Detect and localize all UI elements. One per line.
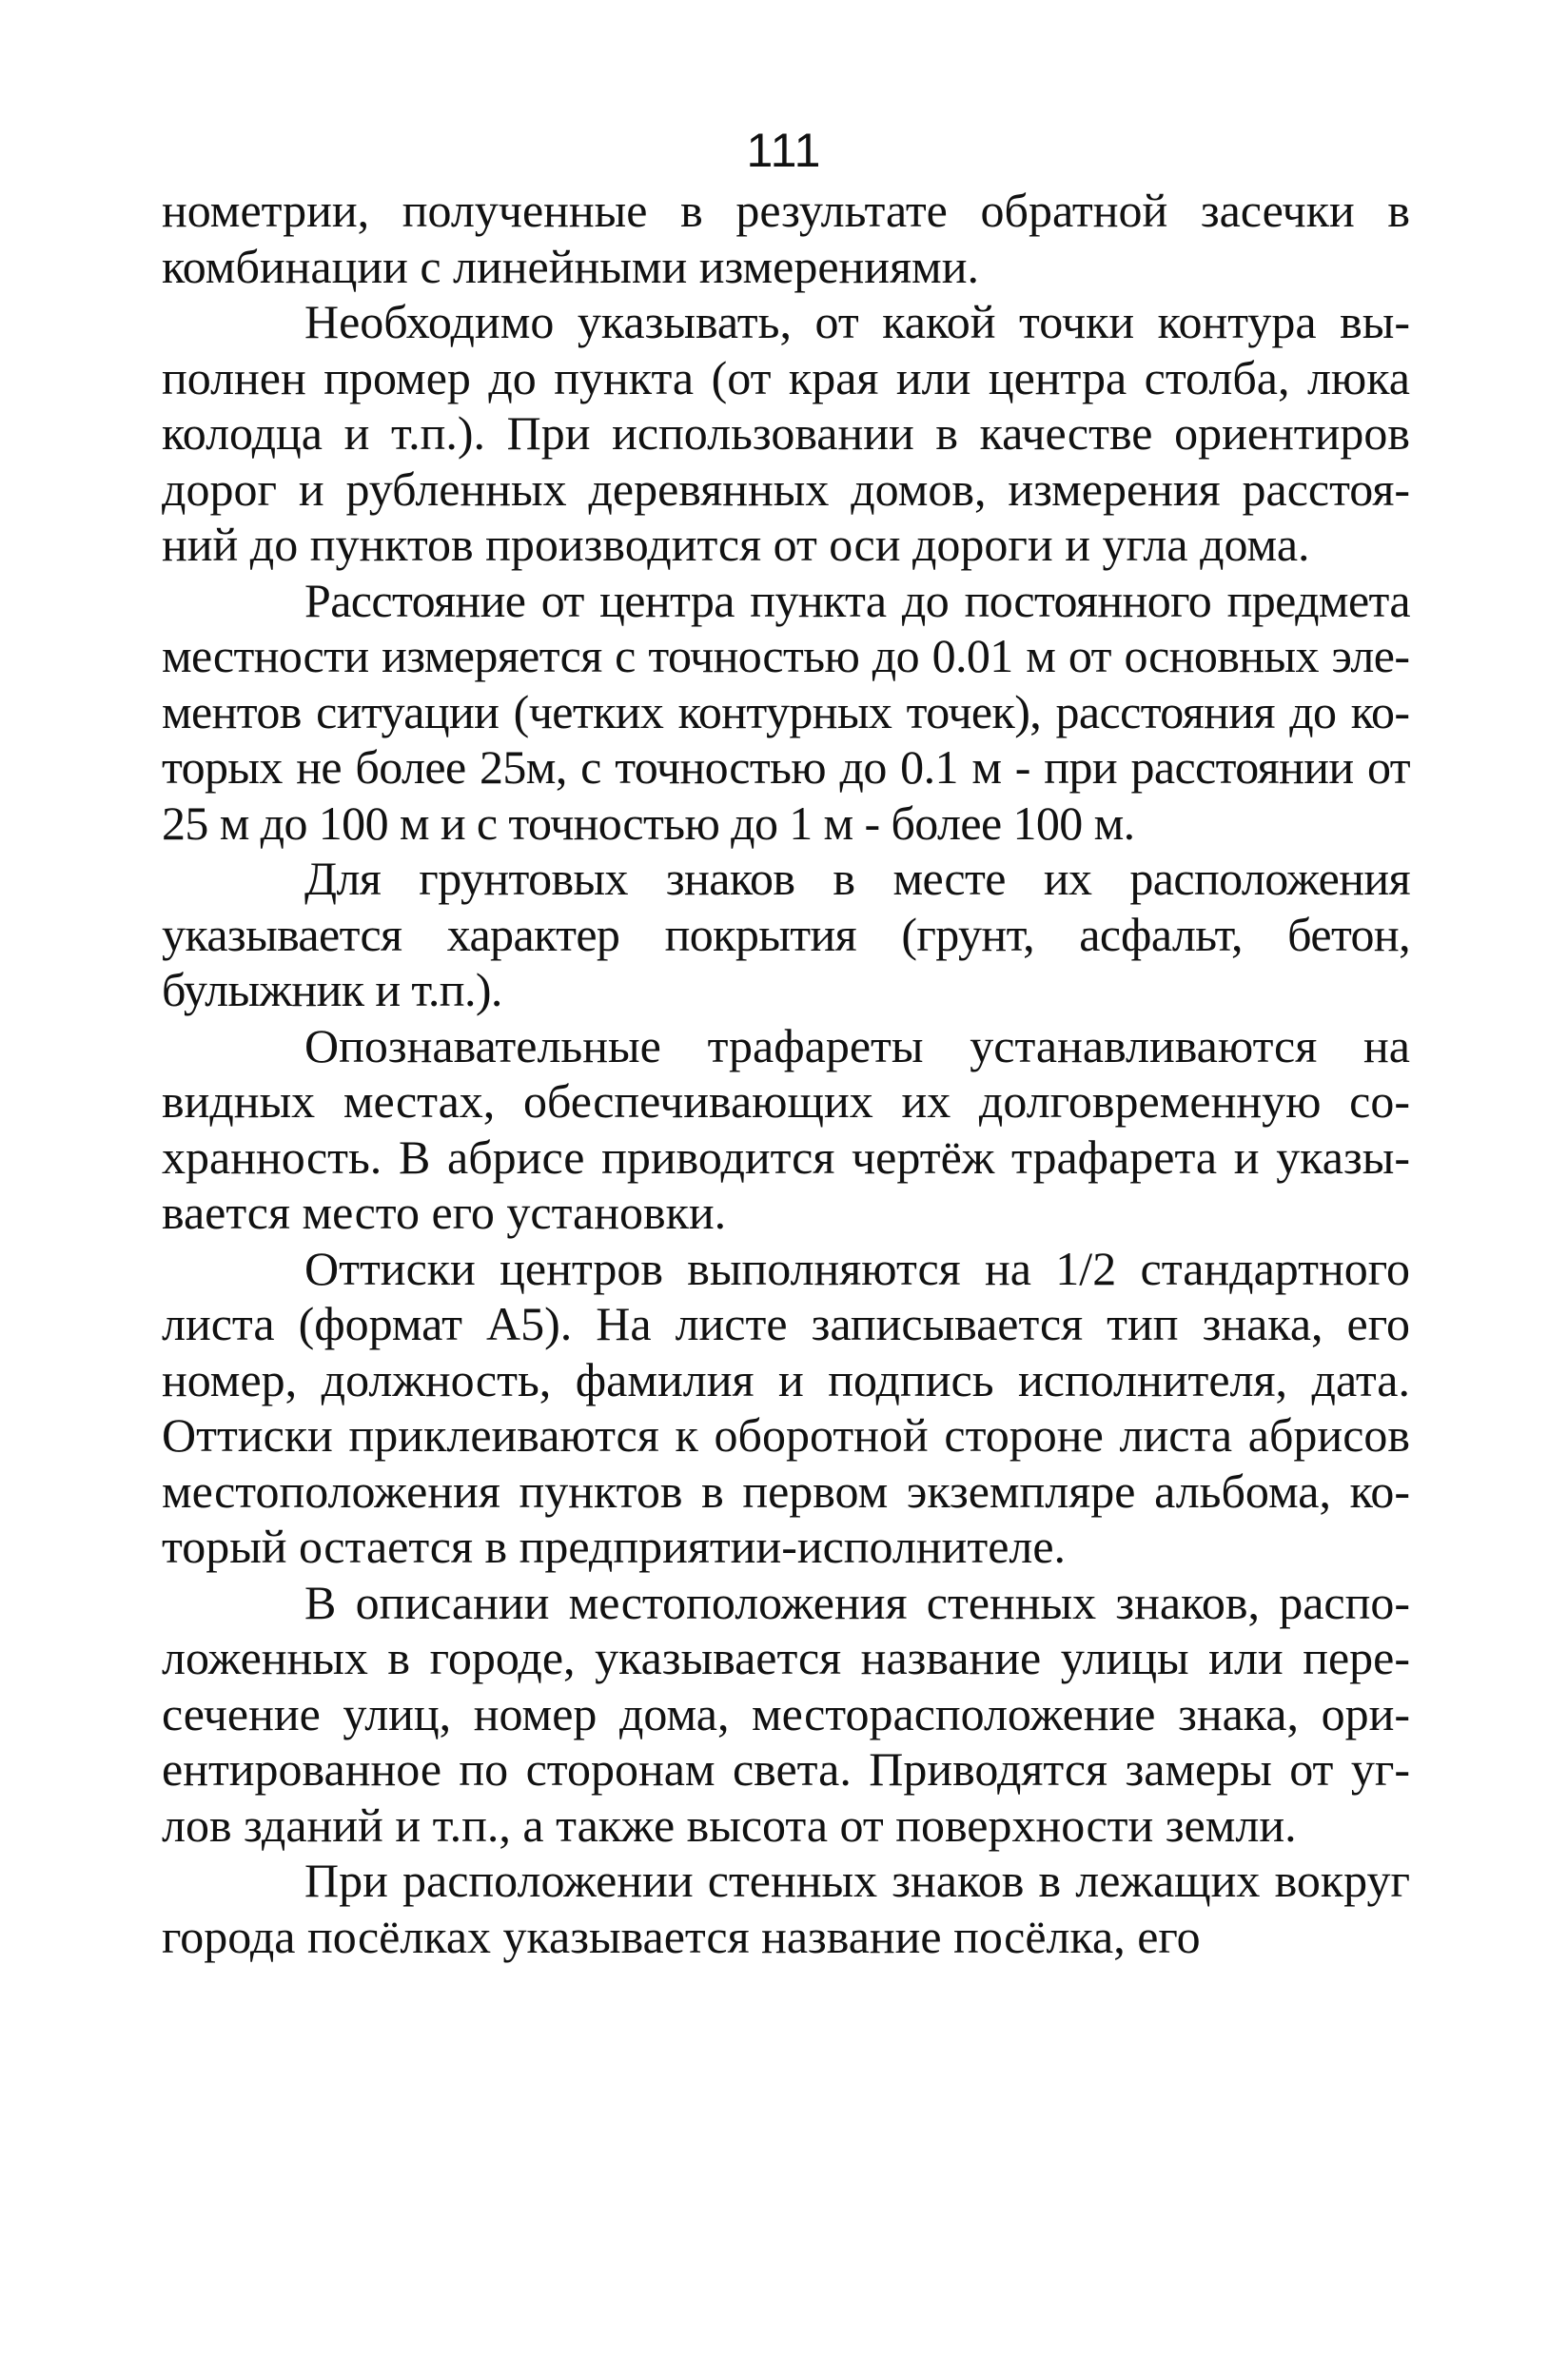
paragraph-center-prints: Оттиски центров выполняются на 1/2 стандартного листа (формат А5). На листе записывается тип знака, его номер, должность, фамилия и подпись исполнителя, дата. Оттиски приклеиваются к оборотной стороне листа абрисов местоположения пунктов в первом экземпляре альбома, который остается в предприятии-исполнителе.	[162, 1241, 1410, 1573]
body-text	[162, 183, 1410, 1964]
paragraph-wall-marks-city: В описании местоположения стенных знаков, расположенных в городе, указывается название улицы или пересечение улиц, номер дома, месторасположение знака, ориентированное по сторонам света. Приводятся замеры от углов зданий и т.п., а также высота от поверхности земли.	[162, 1575, 1410, 1852]
paragraph-wall-marks-villages: При расположении стенных знаков в лежащих вокруг города посёлках указывается название посёлка, его	[162, 1854, 1410, 1963]
paragraph-ground-marks: Для грунтовых знаков в месте их расположения указывается характер покрытия (грунт, асфальт, бетон, булыжник и т.п.).	[162, 852, 1410, 1016]
paragraph-stencils: Опознавательные трафареты устанавливаются на видных местах, обеспечивающих их долговременную сохранность. В абрисе приводится чертёж трафарета и указывается место его установки.	[162, 1018, 1410, 1239]
page-number: 111	[746, 124, 822, 177]
paragraph-continuation: нометрии, полученные в результате обратной засечки в комбинации с линейными измерениями.	[162, 184, 1410, 293]
paragraph-distance-accuracy: Расстояние от центра пункта до постоянного предмета местности измеряется с точностью до 0.01 м от основных элементов ситуации (четких контурных точек), расстояния до которых не более 25м, с точностью до 0.1 м - при расстоянии от 25 м до 100 м и с точностью до 1 м - более 100 м.	[162, 573, 1410, 850]
paragraph-measurement-point: Необходимо указывать, от какой точки контура выполнен промер до пункта (от края или центра столба, люка колодца и т.п.). При использовании в качестве ориентиров дорог и рубленных деревянных домов, измерения расстояний до пунктов производится от оси дороги и угла дома.	[162, 295, 1410, 571]
